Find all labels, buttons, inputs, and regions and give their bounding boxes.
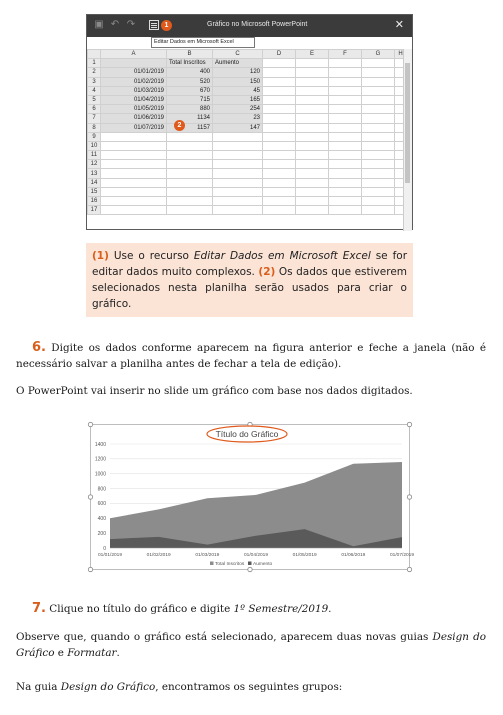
column-headers xyxy=(88,50,407,59)
cell-d[interactable] xyxy=(263,105,296,114)
observe-paragraph xyxy=(16,629,486,661)
cell-c[interactable] xyxy=(213,141,263,150)
cell-a[interactable] xyxy=(101,59,167,68)
guia-paragraph xyxy=(16,679,486,695)
callout-marker-2: 2 xyxy=(174,120,185,131)
cell-e[interactable] xyxy=(296,187,329,196)
table-row xyxy=(88,77,407,86)
resize-handle[interactable] xyxy=(407,567,411,571)
cell-a[interactable] xyxy=(101,160,167,169)
table-row xyxy=(88,105,407,114)
cell-d[interactable] xyxy=(263,206,296,215)
row-header[interactable]: 1 xyxy=(88,59,101,68)
callout-text: se for editar dados muito complexos. xyxy=(92,250,408,278)
cell-f[interactable] xyxy=(329,178,362,187)
cell-b[interactable] xyxy=(167,132,213,141)
column-header[interactable]: G xyxy=(362,50,395,59)
row-header[interactable]: 15 xyxy=(88,187,101,196)
callout-feature-name: Editar Dados em Microsoft Excel xyxy=(193,250,371,262)
table-row xyxy=(88,197,407,206)
excel-window xyxy=(86,14,413,230)
text: Na guia xyxy=(16,681,61,693)
legend-label: Aumento xyxy=(253,562,273,567)
step-title-value: 1º Semestre/2019. xyxy=(233,603,332,615)
cell-a[interactable]: 01/06/2019 xyxy=(101,114,167,123)
cell-f[interactable] xyxy=(329,59,362,68)
cell-d[interactable] xyxy=(263,197,296,206)
cell-d[interactable] xyxy=(263,68,296,77)
cell-f[interactable] xyxy=(329,197,362,206)
text: . xyxy=(116,647,120,659)
undo-icon[interactable]: ↶ xyxy=(110,19,120,30)
cell-d[interactable] xyxy=(263,187,296,196)
cell-g[interactable] xyxy=(362,169,395,178)
cell-e[interactable] xyxy=(296,197,329,206)
row-header[interactable]: 6 xyxy=(88,105,101,114)
cell-f[interactable] xyxy=(329,105,362,114)
cell-d[interactable] xyxy=(263,160,296,169)
y-tick-label: 1000 xyxy=(94,471,106,478)
cell-b[interactable] xyxy=(167,169,213,178)
row-header[interactable]: 4 xyxy=(88,86,101,95)
column-header[interactable]: C xyxy=(213,50,263,59)
text: Observe que, quando o gráfico está selecionado, aparecem duas novas guias xyxy=(16,631,433,643)
x-tick-label: 01/01/2019 xyxy=(97,553,123,558)
resize-handle[interactable] xyxy=(407,495,411,499)
cell-f[interactable] xyxy=(329,68,362,77)
resize-handle[interactable] xyxy=(88,567,92,571)
cell-c[interactable]: 147 xyxy=(213,123,263,132)
row-header[interactable]: 14 xyxy=(88,178,101,187)
cell-c[interactable]: 45 xyxy=(213,86,263,95)
cell-b[interactable]: 715 xyxy=(167,95,213,104)
cell-c[interactable]: 150 xyxy=(213,77,263,86)
cell-e[interactable] xyxy=(296,86,329,95)
row-header[interactable]: 8 xyxy=(88,123,101,132)
cell-g[interactable] xyxy=(362,123,395,132)
cell-e[interactable] xyxy=(296,141,329,150)
cell-g[interactable] xyxy=(362,160,395,169)
x-tick-label: 01/06/2019 xyxy=(341,553,366,558)
cell-g[interactable] xyxy=(362,114,395,123)
cell-d[interactable] xyxy=(263,114,296,123)
cell-f[interactable] xyxy=(329,86,362,95)
y-tick-label: 1400 xyxy=(94,441,106,448)
cell-b[interactable] xyxy=(167,151,213,160)
cell-f[interactable] xyxy=(329,77,362,86)
column-header[interactable]: E xyxy=(296,50,329,59)
cell-g[interactable] xyxy=(362,105,395,114)
table-row xyxy=(88,123,407,132)
cell-e[interactable] xyxy=(296,178,329,187)
cell-d[interactable] xyxy=(263,169,296,178)
tab-name-format: Formatar xyxy=(67,647,117,659)
row-header[interactable]: 2 xyxy=(88,68,101,77)
column-header[interactable]: A xyxy=(101,50,167,59)
text: , encontramos os seguintes grupos: xyxy=(155,681,343,693)
x-tick-label: 01/04/2019 xyxy=(243,553,269,558)
spreadsheet-grid[interactable] xyxy=(87,49,407,215)
chart-title[interactable]: Título do Gráfico xyxy=(215,429,279,440)
cell-d[interactable] xyxy=(263,178,296,187)
cell-b[interactable]: 1157 xyxy=(167,123,213,132)
legend-swatch xyxy=(248,562,252,566)
cell-b[interactable]: 520 xyxy=(167,77,213,86)
cell-d[interactable] xyxy=(263,151,296,160)
cell-b[interactable] xyxy=(167,197,213,206)
cell-g[interactable] xyxy=(362,86,395,95)
table-row xyxy=(88,178,407,187)
cell-g[interactable] xyxy=(362,178,395,187)
table-row xyxy=(88,141,407,150)
cell-f[interactable] xyxy=(329,169,362,178)
cell-a[interactable] xyxy=(101,187,167,196)
step-7-paragraph xyxy=(16,601,486,617)
vertical-scrollbar[interactable] xyxy=(403,49,412,231)
cell-c[interactable] xyxy=(213,132,263,141)
window-title: Gráfico no Microsoft PowerPoint xyxy=(207,21,308,28)
cell-g[interactable] xyxy=(362,68,395,77)
cell-a[interactable] xyxy=(101,132,167,141)
row-header[interactable]: 5 xyxy=(88,95,101,104)
y-tick-label: 0 xyxy=(103,545,106,552)
cell-c[interactable]: 254 xyxy=(213,105,263,114)
cell-b[interactable]: 670 xyxy=(167,86,213,95)
close-icon[interactable]: ✕ xyxy=(394,19,404,31)
cell-a[interactable] xyxy=(101,197,167,206)
cell-g[interactable] xyxy=(362,77,395,86)
cell-c[interactable]: Aumento xyxy=(213,59,263,68)
cell-b[interactable]: 880 xyxy=(167,105,213,114)
cell-e[interactable] xyxy=(296,95,329,104)
cell-e[interactable] xyxy=(296,105,329,114)
cell-g[interactable] xyxy=(362,59,395,68)
cell-a[interactable] xyxy=(101,141,167,150)
cell-g[interactable] xyxy=(362,95,395,104)
cell-c[interactable] xyxy=(213,197,263,206)
cell-d[interactable] xyxy=(263,59,296,68)
row-header[interactable]: 16 xyxy=(88,197,101,206)
resize-handle[interactable] xyxy=(88,495,92,499)
cell-a[interactable]: 01/04/2019 xyxy=(101,95,167,104)
row-header[interactable]: 10 xyxy=(88,141,101,150)
cell-f[interactable] xyxy=(329,123,362,132)
scrollbar-thumb[interactable] xyxy=(405,63,410,183)
cell-e[interactable] xyxy=(296,169,329,178)
callout-number-1: (1) xyxy=(92,250,109,262)
step-text: Clique no título do gráfico e digite xyxy=(45,603,234,615)
x-tick-label: 01/07/2019 xyxy=(389,553,415,558)
cell-f[interactable] xyxy=(329,95,362,104)
cell-d[interactable] xyxy=(263,123,296,132)
callout-text: Os dados que estiverem selecionados nesta planilha serão usados para criar o gráfico. xyxy=(92,266,408,310)
cell-c[interactable]: 23 xyxy=(213,114,263,123)
resize-handle[interactable] xyxy=(88,422,92,426)
table-row xyxy=(88,151,407,160)
y-tick-label: 200 xyxy=(97,530,106,537)
cell-c[interactable] xyxy=(213,206,263,215)
cell-e[interactable] xyxy=(296,77,329,86)
row-header[interactable]: 7 xyxy=(88,114,101,123)
cell-b[interactable]: 1134 xyxy=(167,114,213,123)
insert-paragraph: O PowerPoint vai inserir no slide um gráfico com base nos dados digitados. xyxy=(16,385,413,397)
cell-d[interactable] xyxy=(263,77,296,86)
cell-d[interactable] xyxy=(263,141,296,150)
table-row xyxy=(88,114,407,123)
cell-f[interactable] xyxy=(329,151,362,160)
cell-f[interactable] xyxy=(329,132,362,141)
y-tick-label: 600 xyxy=(97,501,106,508)
cell-f[interactable] xyxy=(329,160,362,169)
column-header[interactable]: H xyxy=(395,50,407,59)
cell-e[interactable] xyxy=(296,114,329,123)
area-chart[interactable] xyxy=(90,424,415,570)
table-row xyxy=(88,187,407,196)
cell-a[interactable]: 01/05/2019 xyxy=(101,105,167,114)
edit-data-in-excel-icon[interactable] xyxy=(149,20,159,30)
edit-data-tooltip: Editar Dados em Microsoft Excel xyxy=(151,37,255,48)
cell-e[interactable] xyxy=(296,59,329,68)
cell-a[interactable]: 01/03/2019 xyxy=(101,86,167,95)
callout-text: Use o recurso xyxy=(108,250,194,262)
excel-title-bar xyxy=(87,15,412,37)
table-row xyxy=(88,169,407,178)
cell-g[interactable] xyxy=(362,132,395,141)
cell-d[interactable] xyxy=(263,95,296,104)
cell-a[interactable] xyxy=(101,151,167,160)
y-tick-label: 800 xyxy=(97,486,106,493)
row-header[interactable]: 13 xyxy=(88,169,101,178)
cell-f[interactable] xyxy=(329,206,362,215)
y-tick-label: 1200 xyxy=(94,456,106,463)
cell-e[interactable] xyxy=(296,123,329,132)
redo-icon[interactable]: ↷ xyxy=(126,19,136,30)
table-row xyxy=(88,68,407,77)
table-row xyxy=(88,95,407,104)
cell-e[interactable] xyxy=(296,160,329,169)
cell-g[interactable] xyxy=(362,206,395,215)
cell-b[interactable] xyxy=(167,187,213,196)
table-row xyxy=(88,59,407,68)
cell-b[interactable] xyxy=(167,178,213,187)
cell-d[interactable] xyxy=(263,132,296,141)
row-header[interactable]: 17 xyxy=(88,206,101,215)
cell-a[interactable]: 01/02/2019 xyxy=(101,77,167,86)
row-header[interactable]: 12 xyxy=(88,160,101,169)
cell-g[interactable] xyxy=(362,151,395,160)
cell-c[interactable] xyxy=(213,160,263,169)
row-header[interactable]: 11 xyxy=(88,151,101,160)
cell-c[interactable] xyxy=(213,151,263,160)
cell-g[interactable] xyxy=(362,141,395,150)
step-6-paragraph xyxy=(16,340,486,372)
cell-c[interactable] xyxy=(213,178,263,187)
column-header[interactable]: F xyxy=(329,50,362,59)
chart-svg[interactable] xyxy=(90,424,415,570)
resize-handle[interactable] xyxy=(248,567,252,571)
cell-e[interactable] xyxy=(296,206,329,215)
x-tick-label: 01/02/2019 xyxy=(146,553,171,558)
cell-b[interactable] xyxy=(167,160,213,169)
y-tick-label: 400 xyxy=(97,516,106,523)
cell-e[interactable] xyxy=(296,151,329,160)
table-row xyxy=(88,160,407,169)
tab-name-design: Design do Gráfico xyxy=(60,681,156,693)
cell-a[interactable]: 01/01/2019 xyxy=(101,68,167,77)
callout-marker-1: 1 xyxy=(161,20,172,31)
row-header[interactable]: 3 xyxy=(88,77,101,86)
cell-c[interactable] xyxy=(213,169,263,178)
corner-cell[interactable] xyxy=(88,50,101,59)
cell-g[interactable] xyxy=(362,197,395,206)
row-header[interactable]: 9 xyxy=(88,132,101,141)
cell-b[interactable]: Total Inscritos xyxy=(167,59,213,68)
cell-g[interactable] xyxy=(362,187,395,196)
cell-a[interactable] xyxy=(101,206,167,215)
cell-b[interactable]: 400 xyxy=(167,68,213,77)
column-header[interactable]: D xyxy=(263,50,296,59)
callout-number-2: (2) xyxy=(258,266,276,278)
step-number: 6. xyxy=(32,340,46,355)
cell-b[interactable] xyxy=(167,141,213,150)
save-icon[interactable]: ▣ xyxy=(94,19,104,30)
table-row xyxy=(88,206,407,215)
step-number: 7. xyxy=(32,601,46,616)
cell-c[interactable]: 165 xyxy=(213,95,263,104)
table-row xyxy=(88,86,407,95)
cell-e[interactable] xyxy=(296,68,329,77)
x-tick-label: 01/03/2019 xyxy=(195,553,220,558)
cell-e[interactable] xyxy=(296,132,329,141)
cell-f[interactable] xyxy=(329,141,362,150)
cell-f[interactable] xyxy=(329,114,362,123)
cell-b[interactable] xyxy=(167,206,213,215)
tab-name-design: Design do Gráfico xyxy=(16,631,486,659)
legend-swatch xyxy=(210,562,214,566)
legend-label: Total Inscritos xyxy=(215,562,245,567)
cell-a[interactable] xyxy=(101,169,167,178)
cell-c[interactable]: 120 xyxy=(213,68,263,77)
cell-d[interactable] xyxy=(263,86,296,95)
resize-handle[interactable] xyxy=(407,422,411,426)
column-header[interactable]: B xyxy=(167,50,213,59)
table-row xyxy=(88,132,407,141)
text: e xyxy=(54,647,68,659)
x-tick-label: 01/05/2019 xyxy=(292,553,317,558)
cell-c[interactable] xyxy=(213,187,263,196)
cell-a[interactable] xyxy=(101,178,167,187)
cell-f[interactable] xyxy=(329,187,362,196)
cell-a[interactable]: 01/07/2019 xyxy=(101,123,167,132)
callout-box xyxy=(86,243,413,317)
step-text: Digite os dados conforme aparecem na figura anterior e feche a janela (não é necessário salvar a planilha antes de fechar a tela de edição). xyxy=(16,342,486,370)
